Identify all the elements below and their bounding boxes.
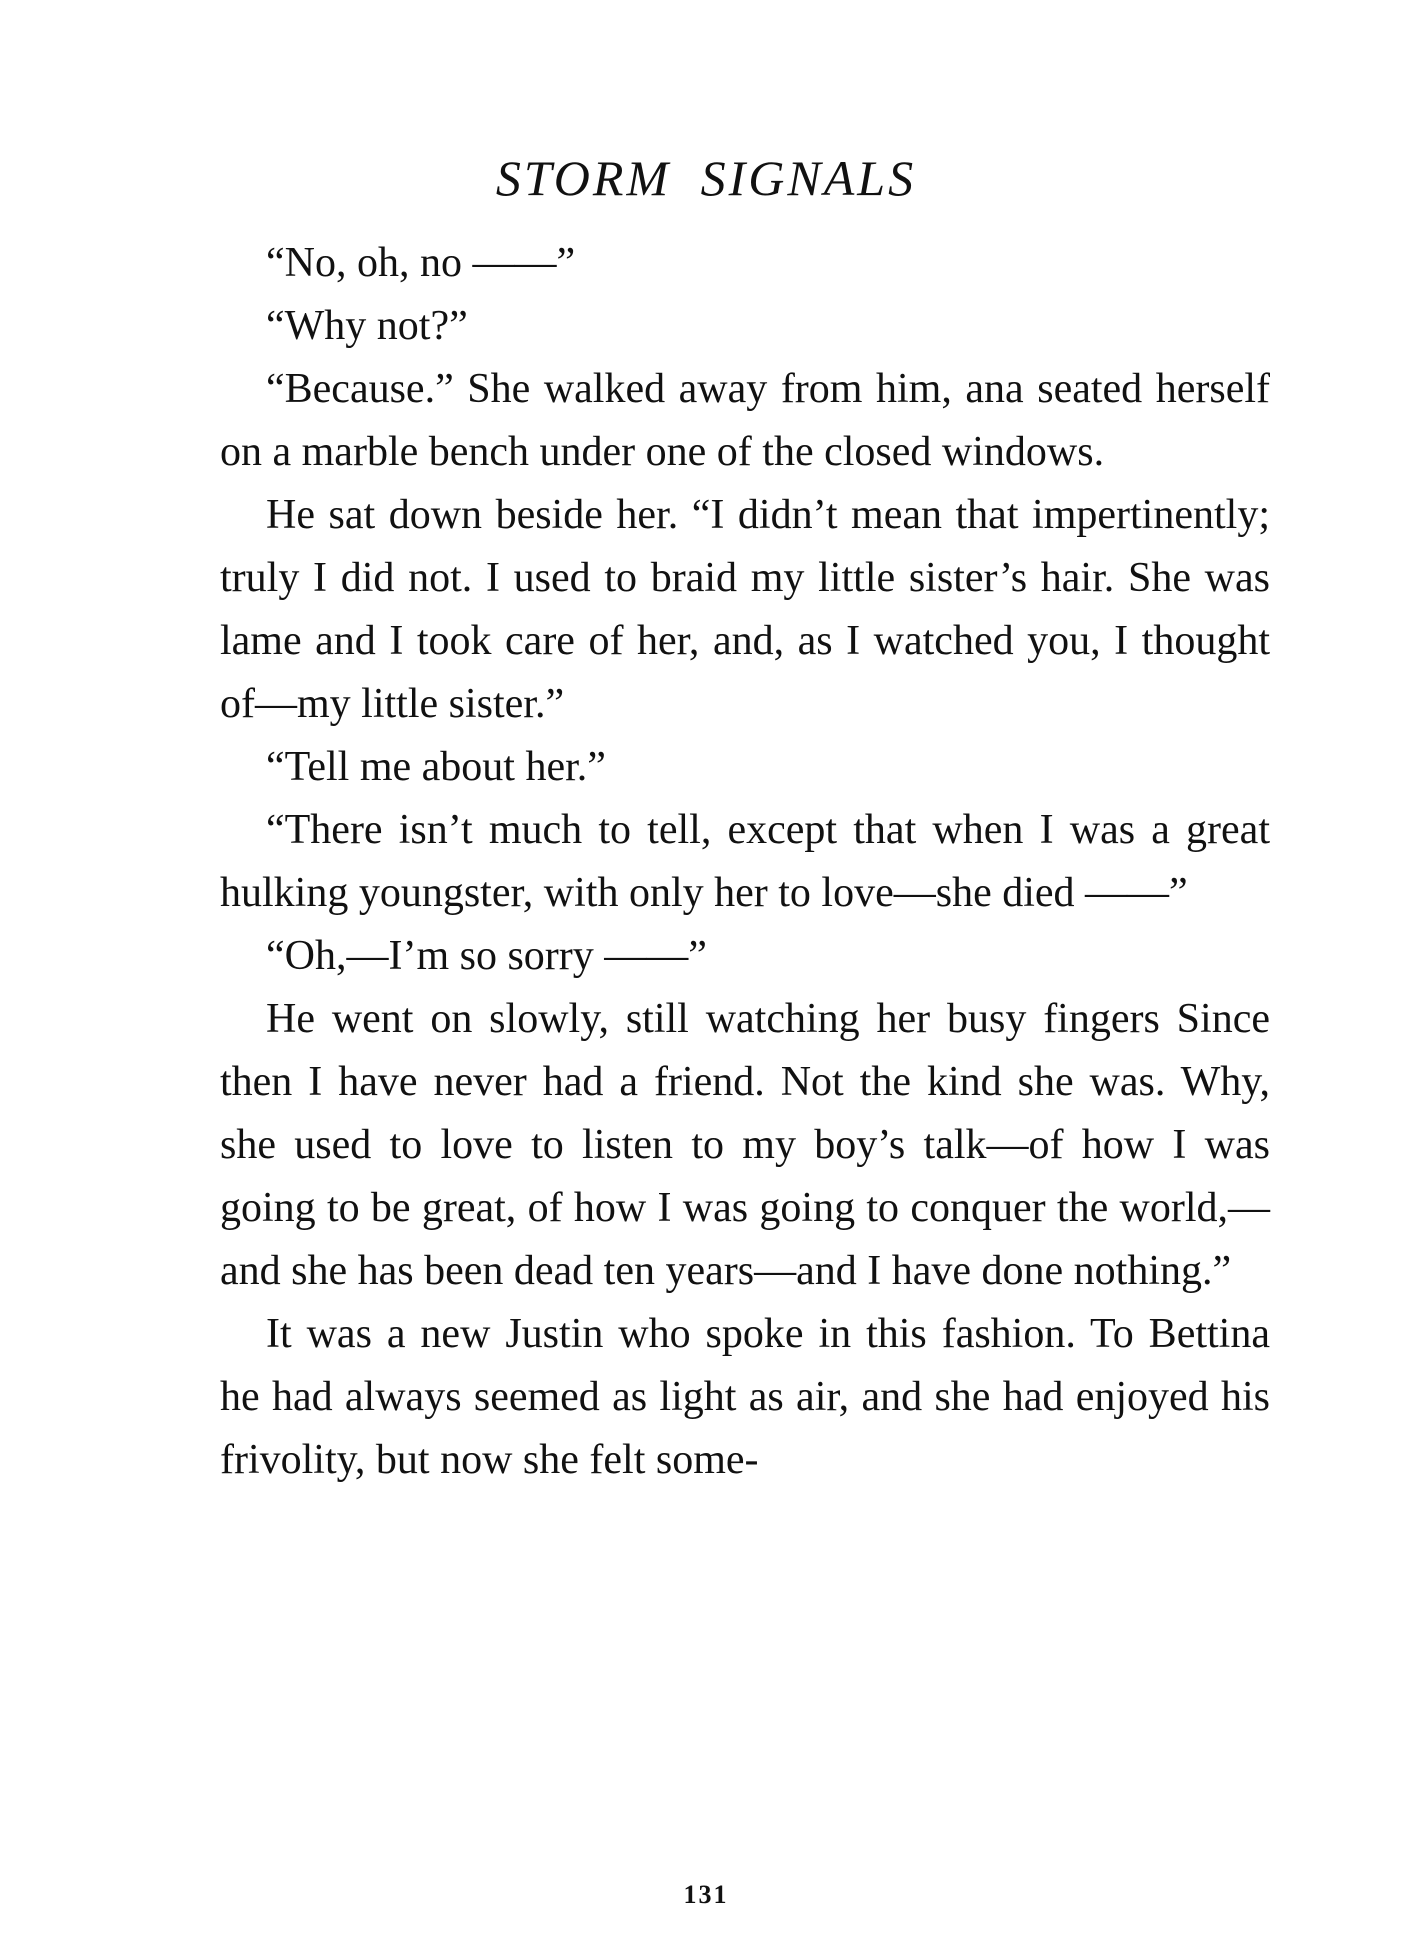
paragraph: “Because.” She walked away from him, ana seated herself on a marble bench under one of the closed windows. <box>220 366 1270 475</box>
paragraph: “No, oh, no ——” <box>266 240 576 286</box>
paragraph: He sat down beside her. “I didn’t mean that impertinently; truly I did not. I used to braid my little sister’s hair. She was lame and I took care of her, and, as I watched you, I thought of—my little sister.” <box>220 492 1270 727</box>
page-number: 131 <box>683 1880 729 1909</box>
running-head: STORM SIGNALS <box>495 150 917 206</box>
paragraph: It was a new Justin who spoke in this fashion. To Bettina he had always seemed as light as air, and she had enjoyed his frivolity, but now she felt some- <box>220 1311 1270 1483</box>
body-text <box>220 232 1270 1492</box>
paragraph: “There isn’t much to tell, except that when I was a great hulking youngster, with only her to love—she died ——” <box>220 807 1270 916</box>
paragraph: “Tell me about her.” <box>266 744 606 790</box>
paragraph: “Oh,—I’m so sorry ——” <box>266 933 707 979</box>
paragraph: “Why not?” <box>266 303 468 349</box>
paragraph: He went on slowly, still watching her busy fingers Since then I have never had a friend. Not the kind she was. Why, she used to love to listen to my boy’s talk—of how I was going to be great, of how I was going to conquer the world,—and she has been dead ten years—and I have done nothing.” <box>220 996 1270 1294</box>
